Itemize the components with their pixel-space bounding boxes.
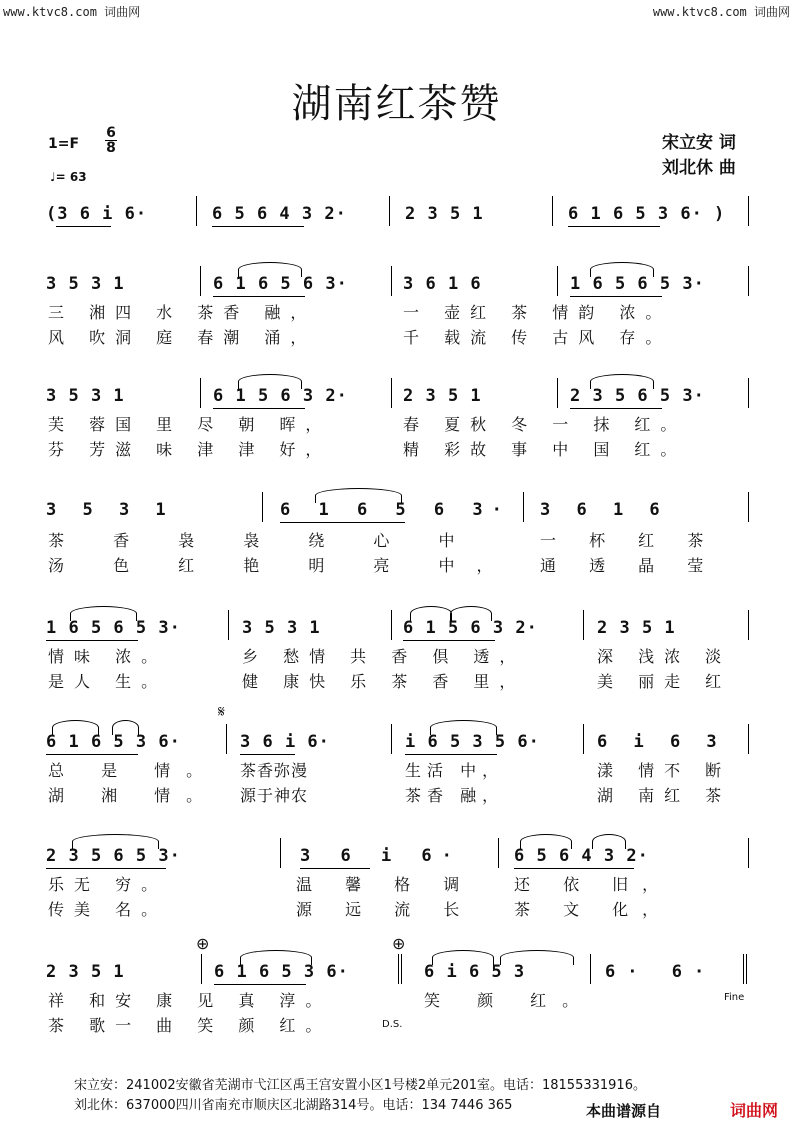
beam — [214, 984, 306, 985]
lyrics-row-2b — [0, 325, 793, 347]
key-signature: 1=F — [48, 136, 80, 152]
measure: 2 3 5 6 5 3· — [570, 386, 705, 406]
beam — [403, 640, 495, 641]
lyrics-row-8b — [0, 1013, 793, 1035]
lyric-phrase: 芬 芳滋 味 津 津 好， — [48, 440, 332, 459]
measure: 1 6 5 6 5 3· — [46, 618, 181, 638]
barline — [391, 724, 392, 754]
barline — [389, 196, 390, 226]
lyric-phrase: 春 夏秋 冬 一 抹 红。 — [403, 415, 687, 434]
barline — [748, 724, 749, 754]
measure: 6 1 6 5 3 6· ) — [568, 204, 726, 224]
slur — [430, 720, 497, 735]
lyric-phrase: 千 载流 传 古风 存。 — [403, 328, 672, 347]
time-signature — [104, 126, 118, 155]
beam — [405, 754, 497, 755]
lyrics-row-6b — [0, 783, 793, 805]
barline — [748, 838, 749, 868]
barline — [262, 492, 263, 522]
barline — [557, 378, 558, 408]
score-row-1 — [0, 204, 793, 244]
slur — [238, 262, 302, 277]
barline — [590, 954, 591, 984]
lyric-phrase: 茶 香 袅 袅 绕 心 中 — [48, 531, 477, 550]
measure: 6 5 6 4 3 2· — [212, 204, 347, 224]
quarter-note-icon: ♩ — [50, 170, 56, 184]
lyric-phrase: 芙 蓉国 里 尽 朝 晖， — [48, 415, 332, 434]
barline — [748, 196, 749, 226]
measure: 6 i 6 3 — [597, 732, 725, 752]
coda-icon: ⊕ — [392, 934, 406, 953]
measure: 3 6 1 6 — [403, 274, 482, 294]
slur — [592, 834, 626, 849]
segno-icon: 𝄋 — [218, 702, 225, 721]
song-title: 湖南红茶赞 — [291, 81, 502, 127]
measure: 3 5 3 1 — [46, 274, 125, 294]
lyric-phrase: 深 浅浓 淡 — [597, 647, 732, 666]
slur — [590, 262, 654, 277]
measure: 1 6 5 6 5 3· — [570, 274, 705, 294]
lyric-phrase: 三 湘四 水 茶香 融， — [48, 303, 317, 322]
beam — [46, 868, 166, 869]
barline — [523, 492, 524, 522]
slur — [410, 606, 452, 621]
beam — [46, 640, 138, 641]
lyric-phrase: 生活 中， — [405, 761, 505, 780]
lyric-phrase: 源 远 流 长 — [296, 900, 474, 919]
lyric-phrase: 美 丽走 红 — [597, 672, 732, 691]
time-top: 6 — [106, 125, 116, 141]
lyrics-row-3a — [0, 412, 793, 434]
lyrics-row-8a — [0, 988, 793, 1010]
measure: (3 6 i 6· — [46, 204, 148, 224]
tempo-value: = 63 — [55, 170, 87, 184]
barline — [498, 838, 499, 868]
barline — [391, 266, 392, 296]
beam — [568, 226, 660, 227]
tempo-mark — [50, 170, 87, 184]
lyric-phrase: 一 杯 红 茶 — [540, 531, 718, 550]
slur — [520, 834, 572, 849]
lyric-phrase: 乡 愁情 共 香 倶 透， — [242, 647, 526, 666]
beam — [300, 868, 370, 869]
barline — [748, 610, 749, 640]
lyric-phrase: 茶 歌一 曲 笑 颜 红。 — [48, 1016, 332, 1035]
measure: 6 1 6 5 3 6· — [214, 962, 349, 982]
slur — [70, 606, 137, 621]
measure: 3 5 3 1 — [46, 386, 125, 406]
barline — [583, 610, 584, 640]
lyrics-row-3b — [0, 437, 793, 459]
lyric-phrase: 祥 和安 康 见 真 淳。 — [48, 991, 332, 1010]
lyrics-row-4a — [0, 528, 793, 550]
measure: 6 1 6 5 6 3· — [213, 274, 348, 294]
site-logo: 词曲网 — [730, 1101, 779, 1120]
slur — [315, 488, 402, 503]
barline — [226, 724, 227, 754]
measure: 6 1 5 6 3 2· — [403, 618, 538, 638]
measure: 3 6 1 6 — [540, 500, 668, 520]
measure: 3 6 i 6· — [240, 732, 330, 752]
measure: 6· 6· — [605, 962, 717, 982]
barline — [391, 378, 392, 408]
measure: 6 5 6 4 3 2· — [514, 846, 649, 866]
watermark-left: www.ktvc8.com 词曲网 — [3, 5, 141, 19]
lyric-phrase: 精 彩故 事 中 国 红。 — [403, 440, 687, 459]
lyric-phrase: 源于神农 — [240, 786, 309, 805]
lyrics-row-5a — [0, 644, 793, 666]
measure: 3 6 i 6· — [300, 846, 462, 866]
beam — [56, 226, 111, 227]
lyric-phrase: 健 康快 乐 茶 香 里， — [242, 672, 526, 691]
measure: 6 i 6 5 3 — [424, 962, 526, 982]
lyric-phrase: 茶 文 化， — [514, 900, 673, 919]
slur — [450, 606, 492, 621]
measure: 2 3 5 1 — [403, 386, 482, 406]
measure: i 6 5 3 5 6· — [405, 732, 540, 752]
barline — [280, 838, 281, 868]
beam — [212, 226, 304, 227]
barline — [748, 266, 749, 296]
barline — [196, 196, 197, 226]
lyric-phrase: 是人 生。 — [48, 672, 168, 691]
barline — [552, 196, 553, 226]
beam — [280, 522, 405, 523]
lyric-phrase: 茶香弥漫 — [240, 761, 309, 780]
lyric-phrase: 还 依 旧， — [514, 875, 673, 894]
beam — [213, 408, 305, 409]
watermark-right: www.ktvc8.com 词曲网 — [652, 5, 790, 19]
lyric-phrase: 传美 名。 — [48, 900, 168, 919]
slur — [52, 720, 99, 735]
measure: 2 3 5 1 — [46, 962, 125, 982]
barline — [748, 492, 749, 522]
lyric-phrase: 一 壶红 茶 情韵 浓。 — [403, 303, 672, 322]
composer-address: 刘北休：637000四川省南充市顺庆区北湖路314号。电话：134 7446 365 — [74, 1098, 513, 1113]
lyric-phrase: 风 吹洞 庭 春潮 涌， — [48, 328, 317, 347]
lyric-phrase: 湖 南红 茶 — [597, 786, 732, 805]
slur — [590, 374, 654, 389]
beam — [213, 296, 305, 297]
measure: 3 5 3 1 — [46, 500, 174, 520]
beam — [46, 754, 138, 755]
double-barline — [398, 954, 405, 984]
lyric-phrase: 温 馨 格 调 — [296, 875, 474, 894]
lyrics-row-2a — [0, 300, 793, 322]
final-barline — [743, 954, 750, 984]
lyrics-row-5b — [0, 669, 793, 691]
slur — [112, 720, 139, 735]
source-label: 本曲谱源自 — [582, 1100, 665, 1121]
slur — [500, 950, 574, 965]
slur — [72, 834, 159, 849]
lyrics-row-4b — [0, 553, 793, 575]
lyrics-row-7a — [0, 872, 793, 894]
lyric-phrase: 茶香 融， — [405, 786, 505, 805]
lyric-phrase: 情味 浓。 — [48, 647, 168, 666]
measure: 2 3 5 1 — [405, 204, 484, 224]
beam — [240, 754, 295, 755]
lyric-phrase: 湖 湘 情。 — [48, 786, 219, 805]
lyrics-row-6a — [0, 758, 793, 780]
lyric-phrase: 通 透 晶 莹 — [540, 556, 718, 575]
lyricist-credit: 宋立安 词 — [662, 133, 736, 153]
barline — [583, 724, 584, 754]
measure: 2 3 5 1 — [597, 618, 676, 638]
barline — [391, 610, 392, 640]
lyric-phrase: 笑 颜 红。 — [424, 991, 595, 1010]
slur — [240, 950, 312, 965]
slur — [238, 374, 302, 389]
measure: 6 1 5 6 3 2· — [213, 386, 348, 406]
measure: 6 1 6 5 3 6· — [46, 732, 181, 752]
ds-mark: D.S. — [382, 1019, 403, 1030]
barline — [748, 378, 749, 408]
beam — [514, 868, 634, 869]
measure: 6 1 6 5 6 3· — [280, 500, 511, 520]
measure: 2 3 5 6 5 3· — [46, 846, 181, 866]
lyrics-row-7b — [0, 897, 793, 919]
beam — [570, 296, 662, 297]
slur — [432, 950, 494, 965]
coda-icon: ⊕ — [196, 934, 210, 953]
barline — [200, 378, 201, 408]
fine-mark: Fine — [724, 992, 745, 1003]
barline — [200, 266, 201, 296]
lyricist-address: 宋立安：241002安徽省芜湖市弋江区禹王宫安置小区1号楼2单元201室。电话：18155331916。 — [74, 1078, 646, 1093]
lyric-phrase: 总 是 情。 — [48, 761, 219, 780]
barline — [557, 266, 558, 296]
lyric-phrase: 漾 情不 断 — [597, 761, 732, 780]
time-bottom: 8 — [106, 140, 116, 156]
lyric-phrase: 汤 色 红 艳 明 亮 中， — [48, 556, 515, 575]
measure: 3 5 3 1 — [242, 618, 321, 638]
barline — [228, 610, 229, 640]
lyric-phrase: 乐无 穷。 — [48, 875, 168, 894]
beam — [570, 408, 662, 409]
barline — [201, 954, 202, 984]
composer-credit: 刘北休 曲 — [662, 158, 736, 178]
